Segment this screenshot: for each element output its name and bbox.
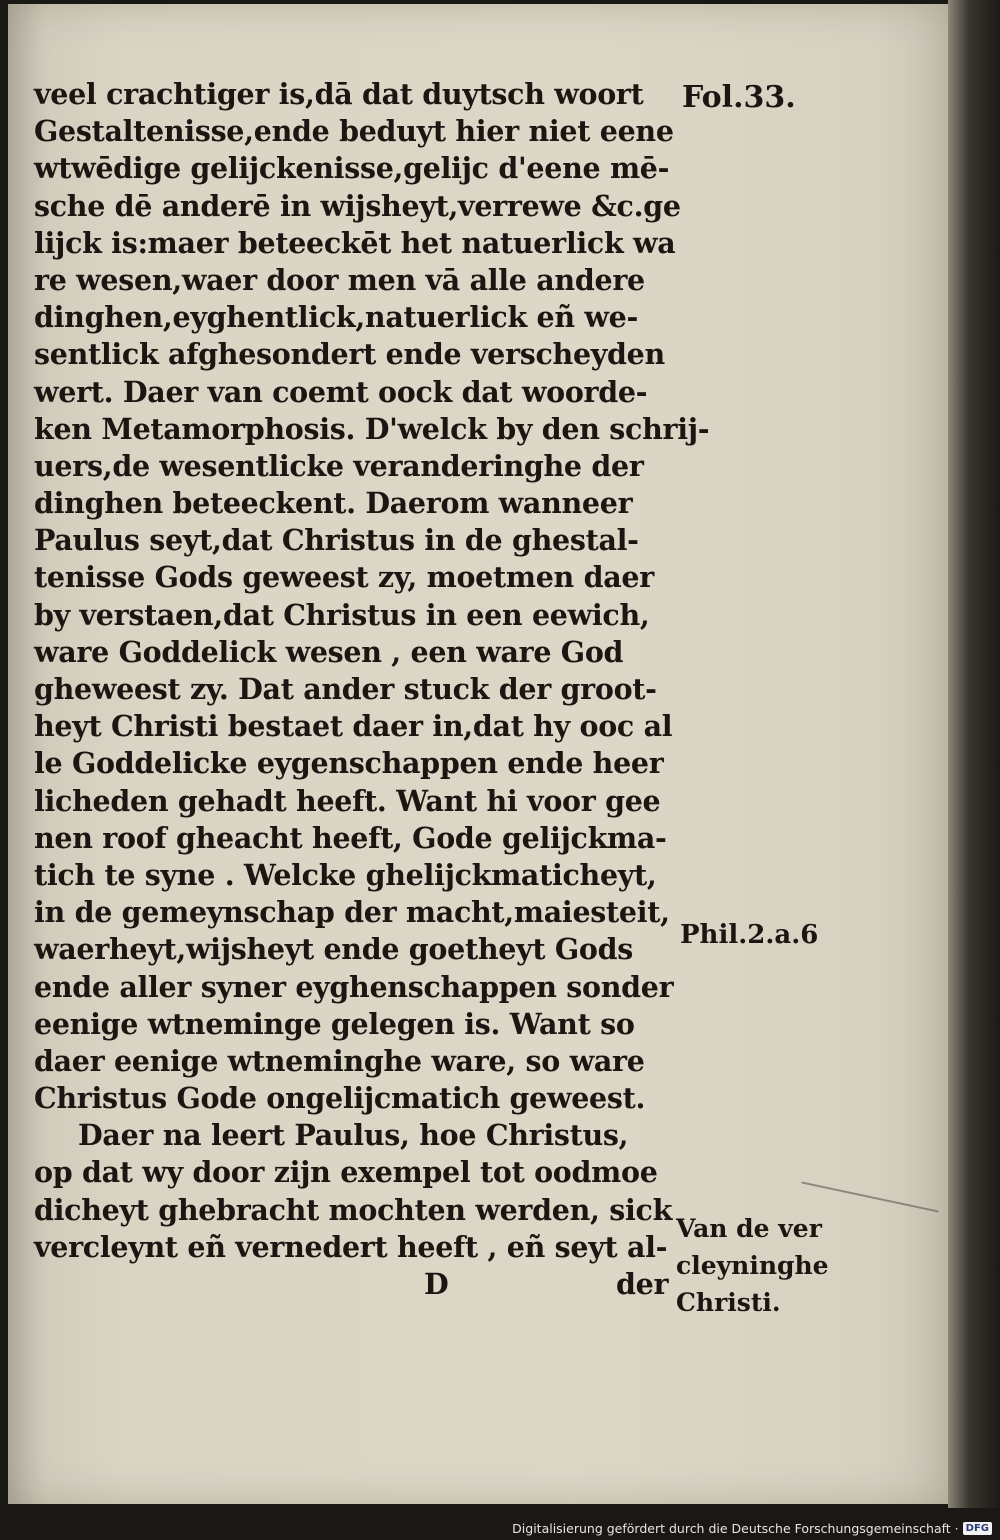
text-line: heyt Christi bestaet daer in,dat hy ooc al — [34, 709, 673, 744]
catchword: der — [616, 1267, 669, 1301]
text-line: sentlick afghesondert ende verscheyden — [34, 337, 665, 372]
text-line: dinghen,eyghentlick,natuerlick eñ we- — [34, 300, 639, 335]
text-line: sche dē anderē in wijsheyt,verrewe &c.ge — [34, 188, 681, 223]
folio-number: Fol.33. — [682, 80, 796, 115]
text-line: tenisse Gods geweest zy, moetmen daer — [34, 560, 654, 595]
text-line: eenige wtneminge gelegen is. Want so — [34, 1006, 635, 1041]
text-line: re wesen,waer door men vā alle andere — [34, 262, 645, 297]
text-line: gheweest zy. Dat ander stuck der groot- — [34, 672, 657, 706]
margin-note-line: cleyninghe — [676, 1251, 829, 1280]
text-line: licheden gehadt heeft. Want hi voor gee — [34, 783, 661, 818]
text-line: daer eenige wtneminghe ware, so ware — [34, 1043, 645, 1078]
text-line: in de gemeynschap der macht,maiesteit, — [34, 895, 670, 930]
text-line: dinghen beteeckent. Daerom wanneer — [34, 486, 633, 521]
page-edge-shadow — [948, 0, 1000, 1508]
text-line: Christus Gode ongelijcmatich geweest. — [34, 1081, 646, 1116]
margin-note-line: Van de ver — [676, 1214, 822, 1243]
text-line: vercleynt eñ vernedert heeft , eñ seyt al- — [34, 1229, 668, 1264]
text-line: lijck is:maer beteeckēt het natuerlick wa — [34, 225, 676, 260]
body-text — [34, 76, 710, 1306]
catch-line — [34, 1266, 684, 1306]
margin-note-vercleyninghe — [676, 1210, 829, 1321]
signature-mark: D — [424, 1267, 449, 1301]
text-line: nen roof gheacht heeft, Gode gelijckma- — [34, 820, 667, 855]
text-line: wtwēdige gelijckenisse,gelijc d'eene mē- — [34, 151, 670, 186]
text-line: veel crachtiger is,dā dat duytsch woort — [34, 77, 644, 111]
text-line: Paulus seyt,dat Christus in de ghestal- — [34, 523, 639, 558]
text-line: by verstaen,dat Christus in een eewich, — [34, 597, 650, 632]
text-line: wert. Daer van coemt oock dat woorde- — [34, 374, 648, 409]
margin-note-line: Christi. — [676, 1288, 781, 1317]
text-line: Gestaltenisse,ende beduyt hier niet eene — [34, 114, 674, 149]
text-line: dicheyt ghebracht mochten werden, sick — [34, 1192, 673, 1227]
text-line: le Goddelicke eygenschappen ende heer — [34, 746, 664, 781]
text-line: ken Metamorphosis. D'welck by den schrij- — [34, 411, 710, 446]
credit-text: Digitalisierung gefördert durch die Deutsche Forschungsgemeinschaft · — [512, 1521, 959, 1536]
text-line: ware Goddelick wesen , een ware God — [34, 634, 624, 669]
text-line: uers,de wesentlicke veranderinghe der — [34, 448, 644, 483]
digitization-credit — [512, 1521, 992, 1536]
text-line: op dat wy door zijn exempel tot oodmoe — [34, 1155, 658, 1190]
text-line: ende aller syner eyghenschappen sonder — [34, 969, 674, 1004]
dfg-logo: DFG — [963, 1522, 992, 1535]
text-line-paragraph-start: Daer na leert Paulus, hoe Christus, — [78, 1118, 629, 1153]
margin-note-phil: Phil.2.a.6 — [680, 920, 819, 950]
text-line: waerheyt,wijsheyt ende goetheyt Gods — [34, 932, 633, 967]
text-line: tich te syne . Welcke ghelijckmaticheyt, — [34, 857, 657, 892]
